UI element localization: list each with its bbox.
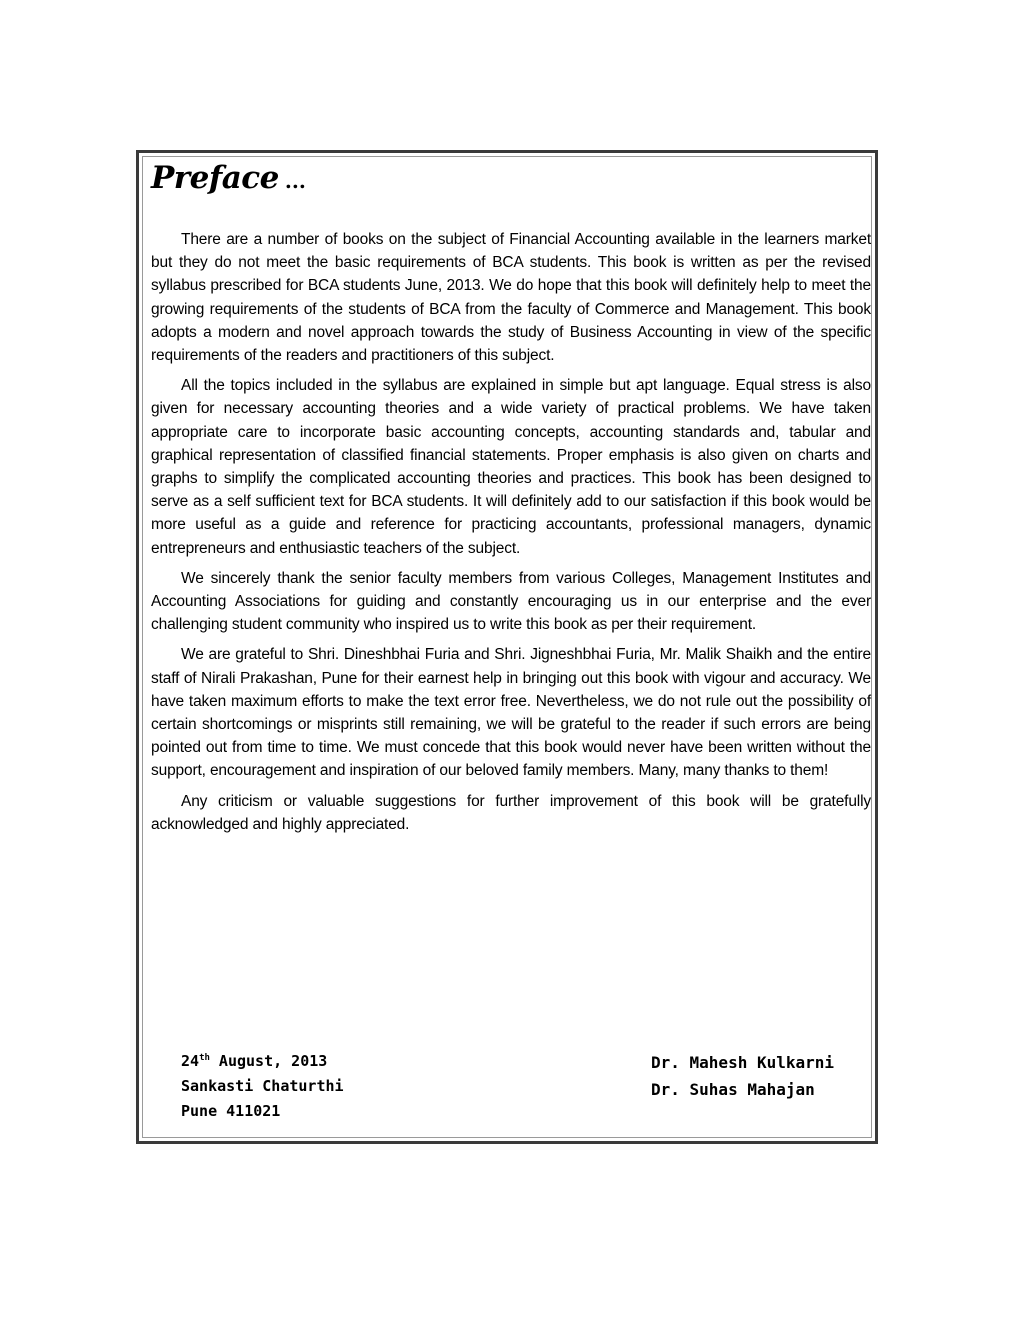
paragraph-1: There are a number of books on the subject of Financial Accounting available in the learners market but they do not meet the basic requirements of BCA students. This book is written as per the revised syllabus prescribed for BCA students June, 2013. We do hope that this book will definitely help to meet the growing requirements of the students of BCA from the faculty of Commerce and Management. This book adopts a modern and novel approach towards the study of Business Accounting in view of the specific requirements of the readers and practitioners of this subject. [151,231,871,365]
signature-date [181,1049,344,1074]
paragraph-5: Any criticism or valuable suggestions for further improvement of this book will be gratefully acknowledged and highly appreciated. [151,792,871,833]
signature-date-place [181,1049,344,1124]
signature-occasion: Sankasti Chaturthi [181,1077,344,1095]
signature-authors [651,1049,834,1103]
author-name: Dr. Suhas Mahajan [651,1080,815,1099]
paragraph-4: We are grateful to Shri. Dineshbhai Furia and Shri. Jigneshbhai Furia, Mr. Malik Shaikh and the entire staff of Nirali Prakashan, Pune for their earnest help in bringing out this book with vigour and accuracy. We have taken maximum efforts to make the text error free. Nevertheless, we do not rule out the possibility of certain shortcomings or misprints still remaining, we will be grateful to the reader if such errors are being pointed out from time to time. We must concede that this book would never have been written without the support, encouragement and inspiration of our beloved family members. Many, many thanks to them! [151,646,871,780]
preface-body [151,228,871,843]
date-day: 24 [181,1052,200,1070]
paragraph-2: All the topics included in the syllabus are explained in simple but apt language. Equal stress is also given for necessary accounting theories and a wide variety of practical problems. We have taken appropriate care to incorporate basic accounting concepts, accounting standards and, tabular and graphical representation of classified financial statements. Proper emphasis is also given on charts and graphs to simplify the complicated accounting theories and practices. This book has been designed to serve as a self sufficient text for BCA students. It will definitely add to our satisfaction if this book would be more useful as a guide and reference for practicing accountants, professional managers, dynamic entrepreneurs and enthusiastic teachers of the subject. [151,377,871,557]
paragraph-3: We sincerely thank the senior faculty members from various Colleges, Management Institutes and Accounting Associations for guiding and constantly encouraging us in our enterprise and the ever challenging student community who inspired us to write this book as per their requirement. [151,569,871,634]
signature-place: Pune 411021 [181,1102,281,1120]
preface-heading: Preface [151,160,279,196]
author-name: Dr. Mahesh Kulkarni [651,1053,835,1072]
heading-ellipsis: ... [284,169,306,193]
page-title [151,159,306,196]
date-ordinal-suffix: th [199,1053,210,1063]
preface-frame [136,150,878,1144]
date-month-year: August, 2013 [209,1052,328,1070]
